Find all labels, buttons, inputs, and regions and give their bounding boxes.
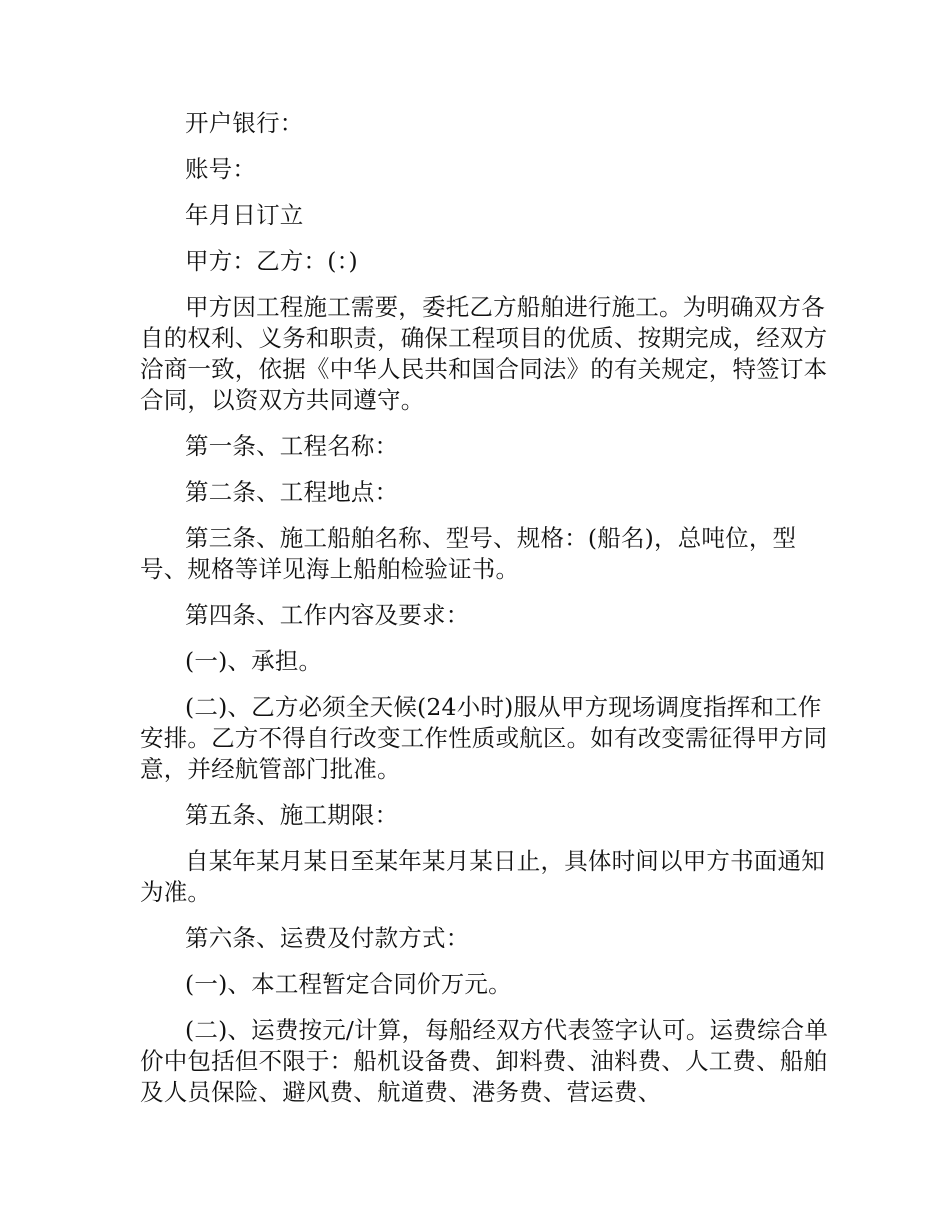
paragraph-article-2: 第二条、工程地点：	[185, 478, 399, 506]
paragraph-article-5-period: 自某年某月某日至某年某月某日止，具体时间以甲方书面通知为准。	[140, 847, 825, 906]
paragraph-article-1: 第一条、工程名称：	[185, 432, 399, 460]
paragraph-article-4-item-2: (二)、乙方必须全天候(24小时)服从甲方现场调度指挥和工作安排。乙方不得自行改变工作性质或航区。如有改变需征得甲方同意，并经航管部门批准。	[140, 693, 828, 783]
paragraph-article-3: 第三条、施工船舶名称、型号、规格：(船名)，总吨位，型号、规格等详见海上船舶检验证书。	[140, 524, 797, 583]
paragraph-article-6: 第六条、运费及付款方式：	[185, 924, 470, 952]
paragraph-account: 账号：	[185, 155, 257, 183]
paragraph-preamble: 甲方因工程施工需要，委托乙方船舶进行施工。为明确双方各自的权利、义务和职责，确保工程项目的优质、按期完成，经双方洽商一致，依据《中华人民共和国合同法》的有关规定，特签订本合同，以资双方共同遵守。	[140, 293, 828, 414]
paragraph-article-6-item-2: (二)、运费按元/计算，每船经双方代表签字认可。运费综合单价中包括但不限于：船机设备费、卸料费、油料费、人工费、船舶及人员保险、避风费、航道费、港务费、营运费、	[140, 1016, 829, 1106]
paragraph-bank: 开户银行：	[185, 109, 304, 137]
paragraph-parties: 甲方：乙方：(：)	[185, 247, 358, 275]
paragraph-article-4: 第四条、工作内容及要求：	[185, 601, 470, 629]
document-body	[140, 108, 840, 1123]
paragraph-article-6-item-1: (一)、本工程暂定合同价万元。	[185, 970, 512, 998]
paragraph-article-4-item-1: (一)、承担。	[185, 647, 323, 675]
paragraph-date: 年月日订立	[185, 201, 304, 229]
paragraph-article-5: 第五条、施工期限：	[185, 801, 399, 829]
